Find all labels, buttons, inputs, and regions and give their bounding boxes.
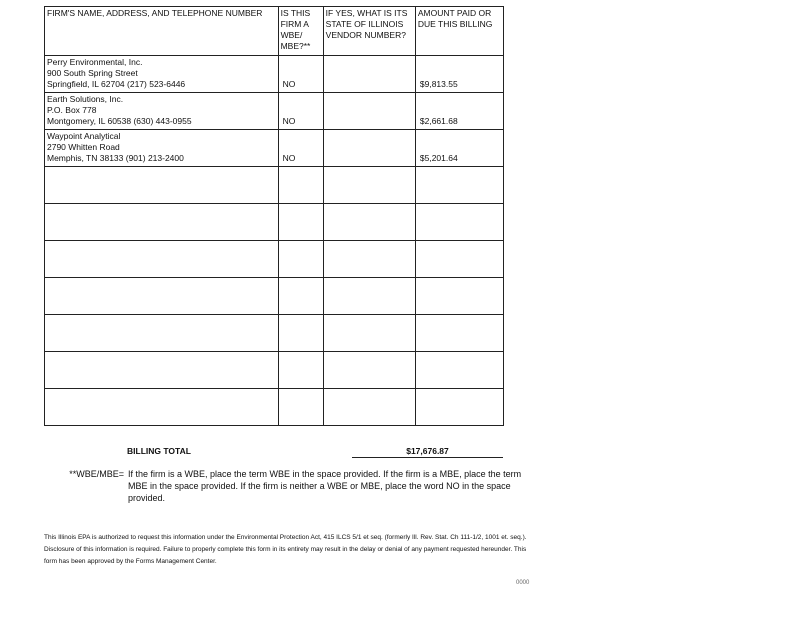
firm-city-phone: Springfield, IL 62704 (217) 523-6446 — [47, 79, 186, 89]
wbe-status: NO — [282, 116, 296, 126]
vendor-cell — [323, 93, 415, 130]
billing-total-label: BILLING TOTAL — [127, 446, 191, 456]
firm-cell[interactable] — [45, 167, 279, 204]
firm-address: P.O. Box 778 — [47, 105, 97, 115]
wbe-cell — [278, 130, 323, 167]
firm-name: Perry Environmental, Inc. — [47, 57, 143, 67]
empty-table-row — [45, 241, 504, 278]
amount-value: $5,201.64 — [419, 153, 458, 163]
firm-city-phone: Montgomery, IL 60538 (630) 443-0955 — [47, 116, 192, 126]
amount-cell[interactable] — [415, 278, 503, 315]
footnote-label: **WBE/MBE= — [69, 469, 124, 479]
vendor-cell — [323, 56, 415, 93]
header-wbe-mbe: IS THIS FIRM A WBE/ MBE?** — [278, 7, 323, 56]
firm-cell[interactable] — [45, 204, 279, 241]
firm-cell[interactable] — [45, 352, 279, 389]
wbe-cell[interactable] — [278, 352, 323, 389]
amount-value: $2,661.68 — [419, 116, 458, 126]
firm-city-phone: Memphis, TN 38133 (901) 213-2400 — [47, 153, 184, 163]
firm-cell — [45, 130, 279, 167]
table-header-row — [45, 7, 504, 56]
wbe-cell[interactable] — [278, 167, 323, 204]
vendor-cell — [323, 130, 415, 167]
table-row — [45, 130, 504, 167]
firm-address: 900 South Spring Street — [47, 68, 138, 78]
vendor-cell[interactable] — [323, 204, 415, 241]
firm-address: 2790 Whitten Road — [47, 142, 120, 152]
header-amount: AMOUNT PAID OR DUE THIS BILLING — [415, 7, 503, 56]
header-vendor-number: IF YES, WHAT IS ITS STATE OF ILLINOIS VENDOR NUMBER? — [323, 7, 415, 56]
amount-cell[interactable] — [415, 352, 503, 389]
firm-name: Earth Solutions, Inc. — [47, 94, 124, 104]
vendor-cell[interactable] — [323, 389, 415, 426]
firm-cell[interactable] — [45, 241, 279, 278]
firm-name: Waypoint Analytical — [47, 131, 121, 141]
firm-cell[interactable] — [45, 315, 279, 352]
amount-cell[interactable] — [415, 315, 503, 352]
amount-cell[interactable] — [415, 167, 503, 204]
wbe-cell[interactable] — [278, 278, 323, 315]
wbe-status: NO — [282, 153, 296, 163]
empty-table-row — [45, 204, 504, 241]
wbe-cell[interactable] — [278, 315, 323, 352]
form-code-mark: 0000 — [516, 580, 530, 586]
empty-table-row — [45, 389, 504, 426]
amount-cell[interactable] — [415, 241, 503, 278]
amount-cell[interactable] — [415, 389, 503, 426]
header-firm: FIRM'S NAME, ADDRESS, AND TELEPHONE NUMBER — [45, 7, 279, 56]
firm-cell[interactable] — [45, 278, 279, 315]
firm-cell — [45, 56, 279, 93]
empty-table-row — [45, 352, 504, 389]
empty-table-row — [45, 167, 504, 204]
wbe-mbe-footnote — [44, 468, 536, 504]
amount-value: $9,813.55 — [419, 79, 458, 89]
firm-cell[interactable] — [45, 389, 279, 426]
empty-table-row — [45, 315, 504, 352]
firm-cell — [45, 93, 279, 130]
vendor-cell[interactable] — [323, 278, 415, 315]
footnote-text: If the firm is a WBE, place the term WBE in the space provided. If the firm is a MBE, place the term MBE in the space provided. If the firm is neither a WBE or MBE, place the word NO in the space provided. — [128, 469, 522, 503]
empty-table-row — [45, 278, 504, 315]
amount-cell — [415, 93, 503, 130]
vendor-cell[interactable] — [323, 315, 415, 352]
wbe-cell[interactable] — [278, 241, 323, 278]
wbe-cell[interactable] — [278, 389, 323, 426]
vendor-cell[interactable] — [323, 167, 415, 204]
amount-cell — [415, 130, 503, 167]
amount-cell — [415, 56, 503, 93]
wbe-cell[interactable] — [278, 204, 323, 241]
wbe-cell — [278, 56, 323, 93]
subcontractor-billing-table — [44, 6, 504, 426]
wbe-cell — [278, 93, 323, 130]
amount-cell[interactable] — [415, 204, 503, 241]
table-row — [45, 56, 504, 93]
legal-notice: This Illinois EPA is authorized to request this information under the Environmental Protection Act, 415 ILCS 5/1 et seq. (formerly Ill. Rev. Stat. Ch 111-1/2, 1001 et. seq.). Disclosure of this information is required. Failure to properly complete this form in its entirety may result in the delay or denial of any payment requested hereunder. This form has been approved by the Forms Management Center. — [44, 534, 527, 565]
table-row — [45, 93, 504, 130]
billing-total-amount: $17,676.87 — [352, 446, 503, 458]
wbe-status: NO — [282, 79, 296, 89]
vendor-cell[interactable] — [323, 352, 415, 389]
vendor-cell[interactable] — [323, 241, 415, 278]
